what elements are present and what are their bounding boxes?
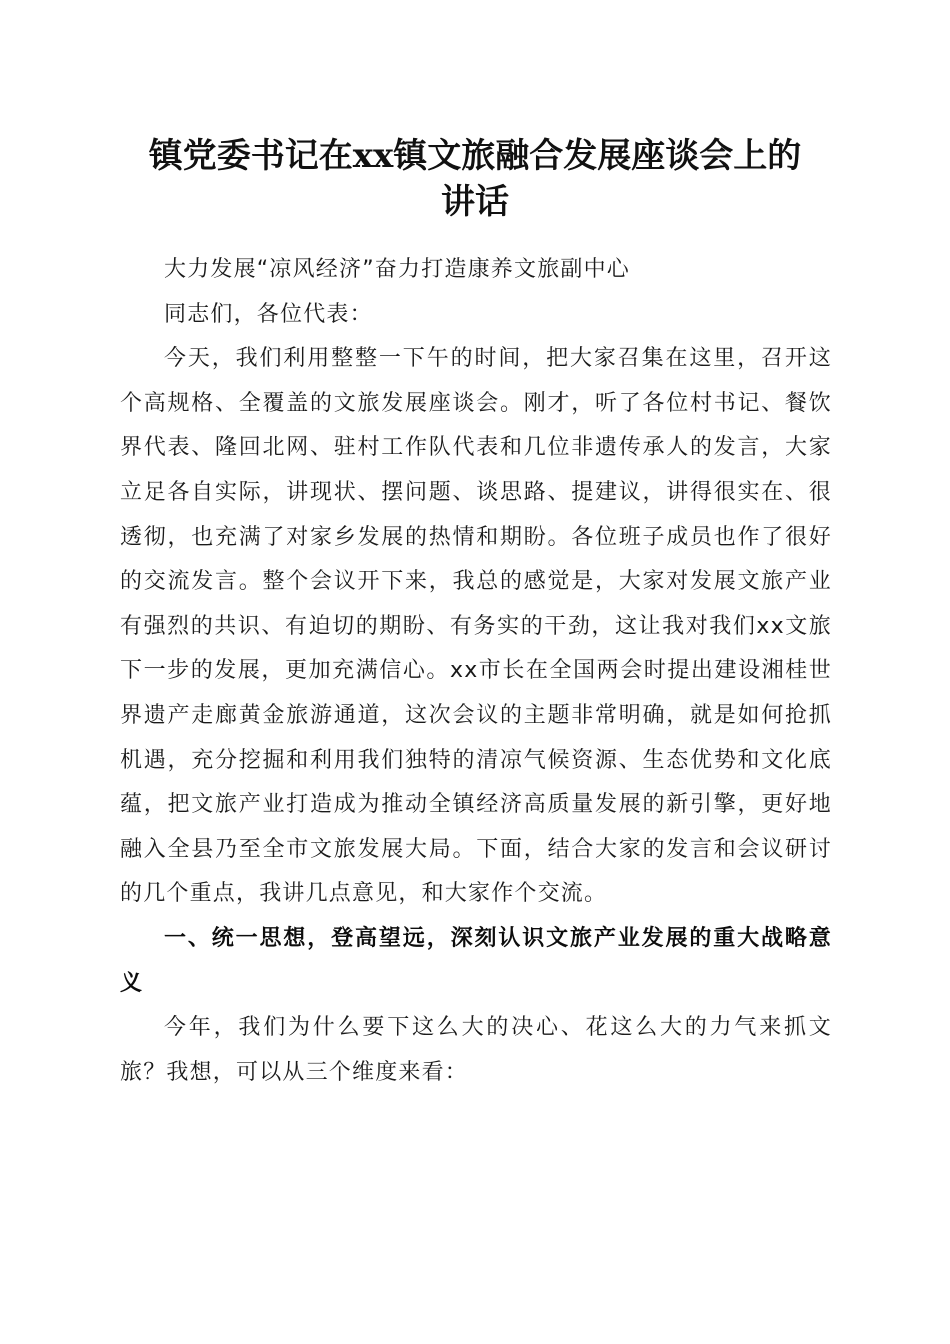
- opening-paragraph: 今天，我们利用整整一下午的时间，把大家召集在这里，召开这个高规格、全覆盖的文旅发展座谈会。刚才，听了各位村书记、餐饮界代表、隆回北网、驻村工作队代表和几位非遗传承人的发言，大家立足各自实际，讲现状、摆问题、谈思路、提建议，讲得很实在、很透彻，也充满了对家乡发展的热情和期盼。各位班子成员也作了很好的交流发言。整个会议开下来，我总的感觉是，大家对发展文旅产业有强烈的共识、有迫切的期盼、有务实的干劲，这让我对我们xx文旅下一步的发展，更加充满信心。xx市长在全国两会时提出建设湘桂世界遗产走廊黄金旅游通道，这次会议的主题非常明确，就是如何抢抓机遇，充分挖掘和利用我们独特的清凉气候资源、生态优势和文化底蕴，把文旅产业打造成为推动全镇经济高质量发展的新引擎，更好地融入全县乃至全市文旅发展大局。下面，结合大家的发言和会议研讨的几个重点，我讲几点意见，和大家作个交流。: [120, 346, 832, 907]
- section-1-heading: 一、统一思想，登高望远，深刻认识文旅产业发展的重大战略意义: [120, 925, 832, 996]
- document-body: [120, 248, 832, 1095]
- title-line-2: 讲话: [441, 182, 509, 222]
- salutation-paragraph: 同志们，各位代表：: [164, 301, 373, 327]
- document-title: [100, 133, 850, 225]
- subtitle-paragraph: 大力发展“凉风经济”奋力打造康养文旅副中心: [164, 257, 630, 282]
- title-line-1: 镇党委书记在xx镇文旅融合发展座谈会上的: [148, 136, 802, 176]
- section-1-paragraph: 今年，我们为什么要下这么大的决心、花这么大的力气来抓文旅？我想，可以从三个维度来看：: [120, 1015, 832, 1085]
